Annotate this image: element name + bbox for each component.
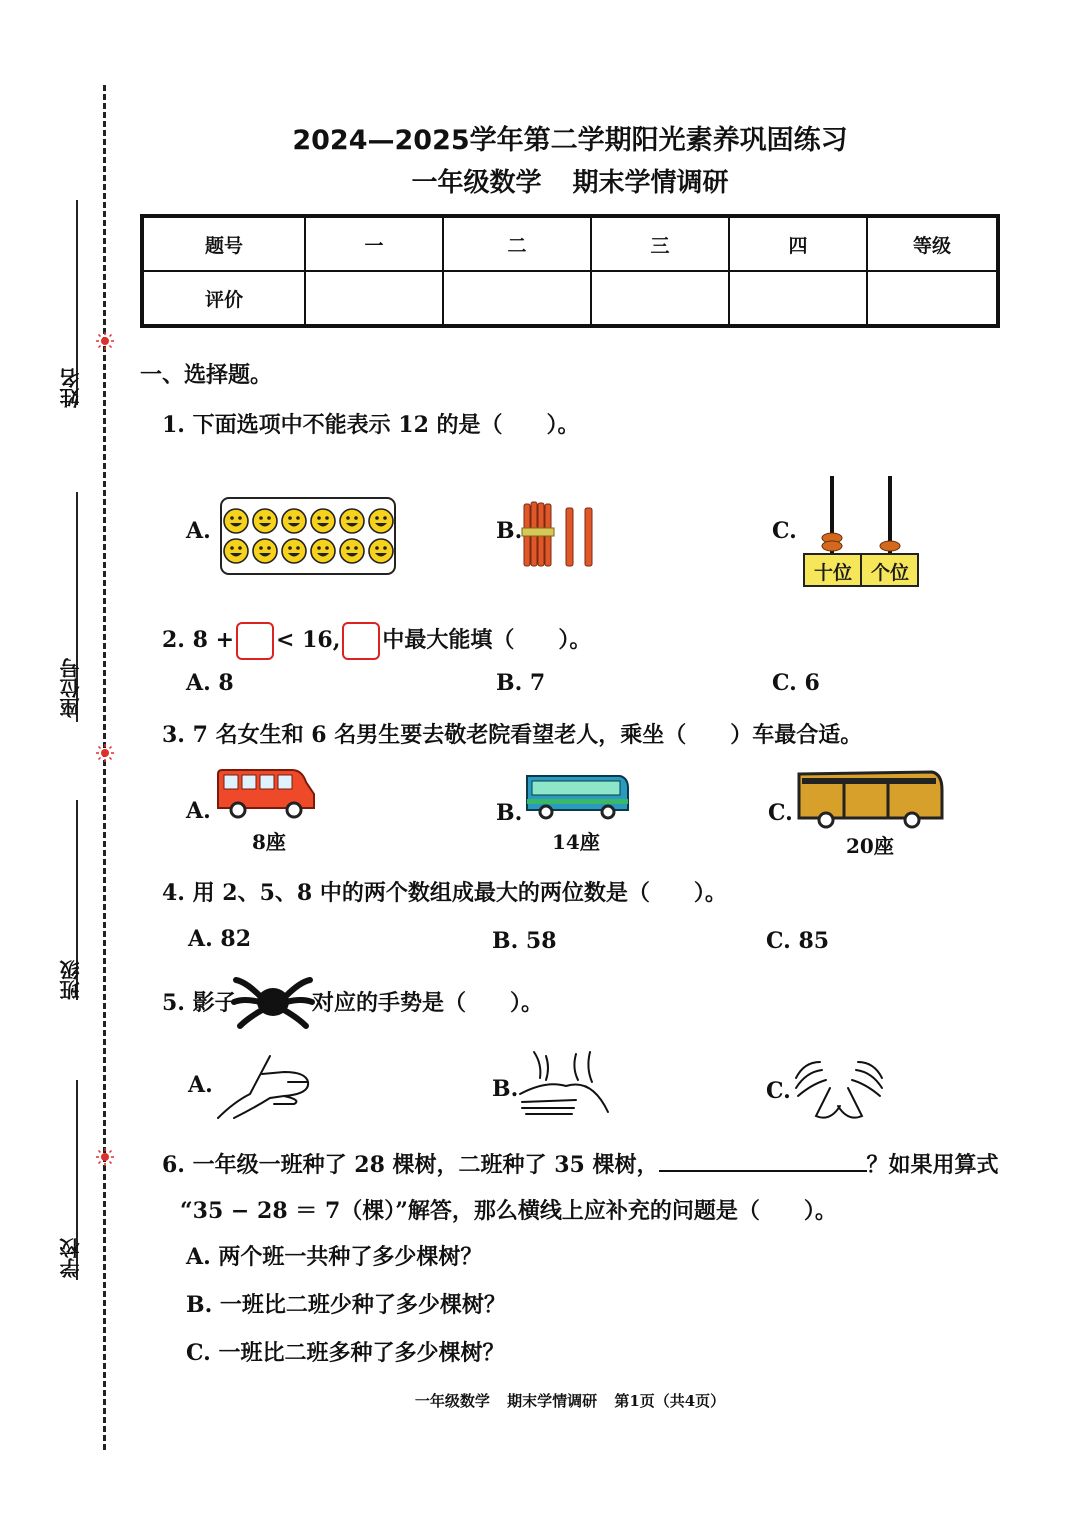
question-6-stem-line1 <box>162 1146 999 1179</box>
question-4-stem: 4. 用 2、5、8 中的两个数组成最大的两位数是（ ）。 <box>162 880 727 906</box>
table-cell-header: 四 <box>729 216 867 271</box>
q3-caption-b: 14座 <box>552 830 600 854</box>
footer-exam: 期末学情调研 <box>507 1392 598 1410</box>
q6-stem-part-a: 6. 一年级一班种了 28 棵树，二班种了 35 棵树， <box>162 1152 659 1178</box>
table-cell-header: 一 <box>305 216 443 271</box>
q2-option-a[interactable]: A. 8 <box>186 670 234 696</box>
q4-option-a[interactable]: A. 82 <box>188 926 252 952</box>
smiley-face-icon <box>224 539 248 563</box>
binding-dash-line <box>103 85 106 1450</box>
score-cell[interactable] <box>729 271 867 326</box>
answer-box[interactable] <box>342 622 380 660</box>
large-bus-icon[interactable] <box>796 768 944 832</box>
hand-gesture-c-icon[interactable] <box>790 1056 888 1126</box>
smiley-face-icon <box>224 509 248 533</box>
score-cell[interactable] <box>867 271 998 326</box>
subtitle-subject: 一年级数学 <box>411 168 542 198</box>
smiley-face-icon <box>369 539 393 563</box>
score-table <box>140 214 1000 328</box>
q3-caption-c: 20座 <box>846 834 894 858</box>
table-cell-header: 三 <box>591 216 729 271</box>
smiley-face-icon <box>282 509 306 533</box>
hand-gesture-a-icon[interactable] <box>214 1052 314 1122</box>
footer-page-number: 第1页（共4页） <box>614 1392 726 1410</box>
binding-mark-icon <box>96 744 114 762</box>
q6-option-b[interactable]: B. 一班比二班少种了多少棵树？ <box>186 1292 506 1318</box>
coach-bus-icon[interactable] <box>524 772 630 822</box>
q3-option-b-label: B. <box>496 800 523 826</box>
question-2-stem <box>162 622 591 660</box>
question-6-stem-line2: “35 − 28 ＝ 7（棵）”解答，那么横线上应补充的问题是（ ）。 <box>180 1198 837 1224</box>
score-table-eval-row <box>142 271 998 326</box>
exam-title: 2024—2025学年第二学期阳光素养巩固练习 <box>292 125 848 156</box>
smiley-face-icon <box>369 509 393 533</box>
label-name: 姓名 <box>59 368 83 408</box>
stick-bundle-icon[interactable] <box>520 500 600 570</box>
q2-option-b[interactable]: B. 7 <box>496 670 546 696</box>
smiley-face-icon <box>253 539 277 563</box>
smiley-face-icon <box>340 509 364 533</box>
exam-subtitle <box>140 162 1000 199</box>
smiley-face-icon <box>282 539 306 563</box>
table-cell-header: 二 <box>443 216 591 271</box>
q2-stem-part-b: < 16, <box>276 627 341 653</box>
table-cell-label: 题号 <box>142 216 305 271</box>
score-cell[interactable] <box>305 271 443 326</box>
q5-option-a-label: A. <box>188 1072 213 1098</box>
score-cell[interactable] <box>591 271 729 326</box>
q2-stem-part-c: 中最大能填（ ）。 <box>382 627 592 653</box>
table-cell-label: 评价 <box>142 271 305 326</box>
smiley-face-icon <box>340 539 364 563</box>
q3-option-a-label: A. <box>186 798 211 824</box>
q4-option-b[interactable]: B. 58 <box>492 928 557 954</box>
binding-mark-icon <box>96 1148 114 1166</box>
hand-gesture-b-icon[interactable] <box>516 1050 612 1122</box>
smiley-face-icon <box>311 509 335 533</box>
q3-caption-a: 8座 <box>252 830 286 854</box>
q6-option-a[interactable]: A. 两个班一共种了多少棵树？ <box>186 1244 483 1270</box>
answer-box[interactable] <box>236 622 274 660</box>
q3-option-c-label: C. <box>768 800 793 826</box>
label-class: 班级 <box>59 960 83 1000</box>
q4-option-c[interactable]: C. 85 <box>766 928 830 954</box>
answer-blank-line[interactable] <box>659 1146 867 1172</box>
label-seat: 座位号 <box>59 658 83 718</box>
q1-option-a-label: A. <box>186 518 211 544</box>
question-1-stem: 1. 下面选项中不能表示 12 的是（ ）。 <box>162 412 580 438</box>
score-cell[interactable] <box>443 271 591 326</box>
q2-stem-part-a: 2. 8 + <box>162 627 235 653</box>
abacus-tens-label: 十位 <box>813 562 852 584</box>
q6-stem-part-b: ？如果用算式 <box>866 1152 999 1178</box>
abacus-ones-label: 个位 <box>870 562 909 584</box>
question-5-stem-part-b: 对应的手势是（ ）。 <box>312 990 544 1016</box>
q6-option-c[interactable]: C. 一班比二班多种了多少棵树？ <box>186 1340 505 1366</box>
subtitle-exam: 期末学情调研 <box>572 168 729 198</box>
question-5-stem-part-a: 5. 影子 <box>162 990 237 1016</box>
smiley-face-icon <box>253 509 277 533</box>
footer-subject: 一年级数学 <box>414 1392 490 1410</box>
q5-option-c-label: C. <box>766 1078 791 1104</box>
small-bus-icon[interactable] <box>214 768 318 818</box>
q2-option-c[interactable]: C. 6 <box>772 670 820 696</box>
table-cell-header: 等级 <box>867 216 998 271</box>
question-3-stem: 3. 7 名女生和 6 名男生要去敬老院看望老人，乘坐（ ）车最合适。 <box>162 722 863 748</box>
smiley-face-icon <box>311 539 335 563</box>
q1-option-b-label: B. <box>496 518 523 544</box>
q1-option-c-label: C. <box>772 518 797 544</box>
spider-shadow-icon <box>232 972 314 1030</box>
section-title: 一、选择题。 <box>140 362 273 388</box>
q5-option-b-label: B. <box>492 1076 519 1102</box>
smiley-tray-icon[interactable] <box>220 497 396 575</box>
label-school: 学校 <box>59 1238 83 1278</box>
page-footer <box>140 1390 1000 1411</box>
binding-mark-icon <box>96 332 114 350</box>
score-table-header-row <box>142 216 998 271</box>
